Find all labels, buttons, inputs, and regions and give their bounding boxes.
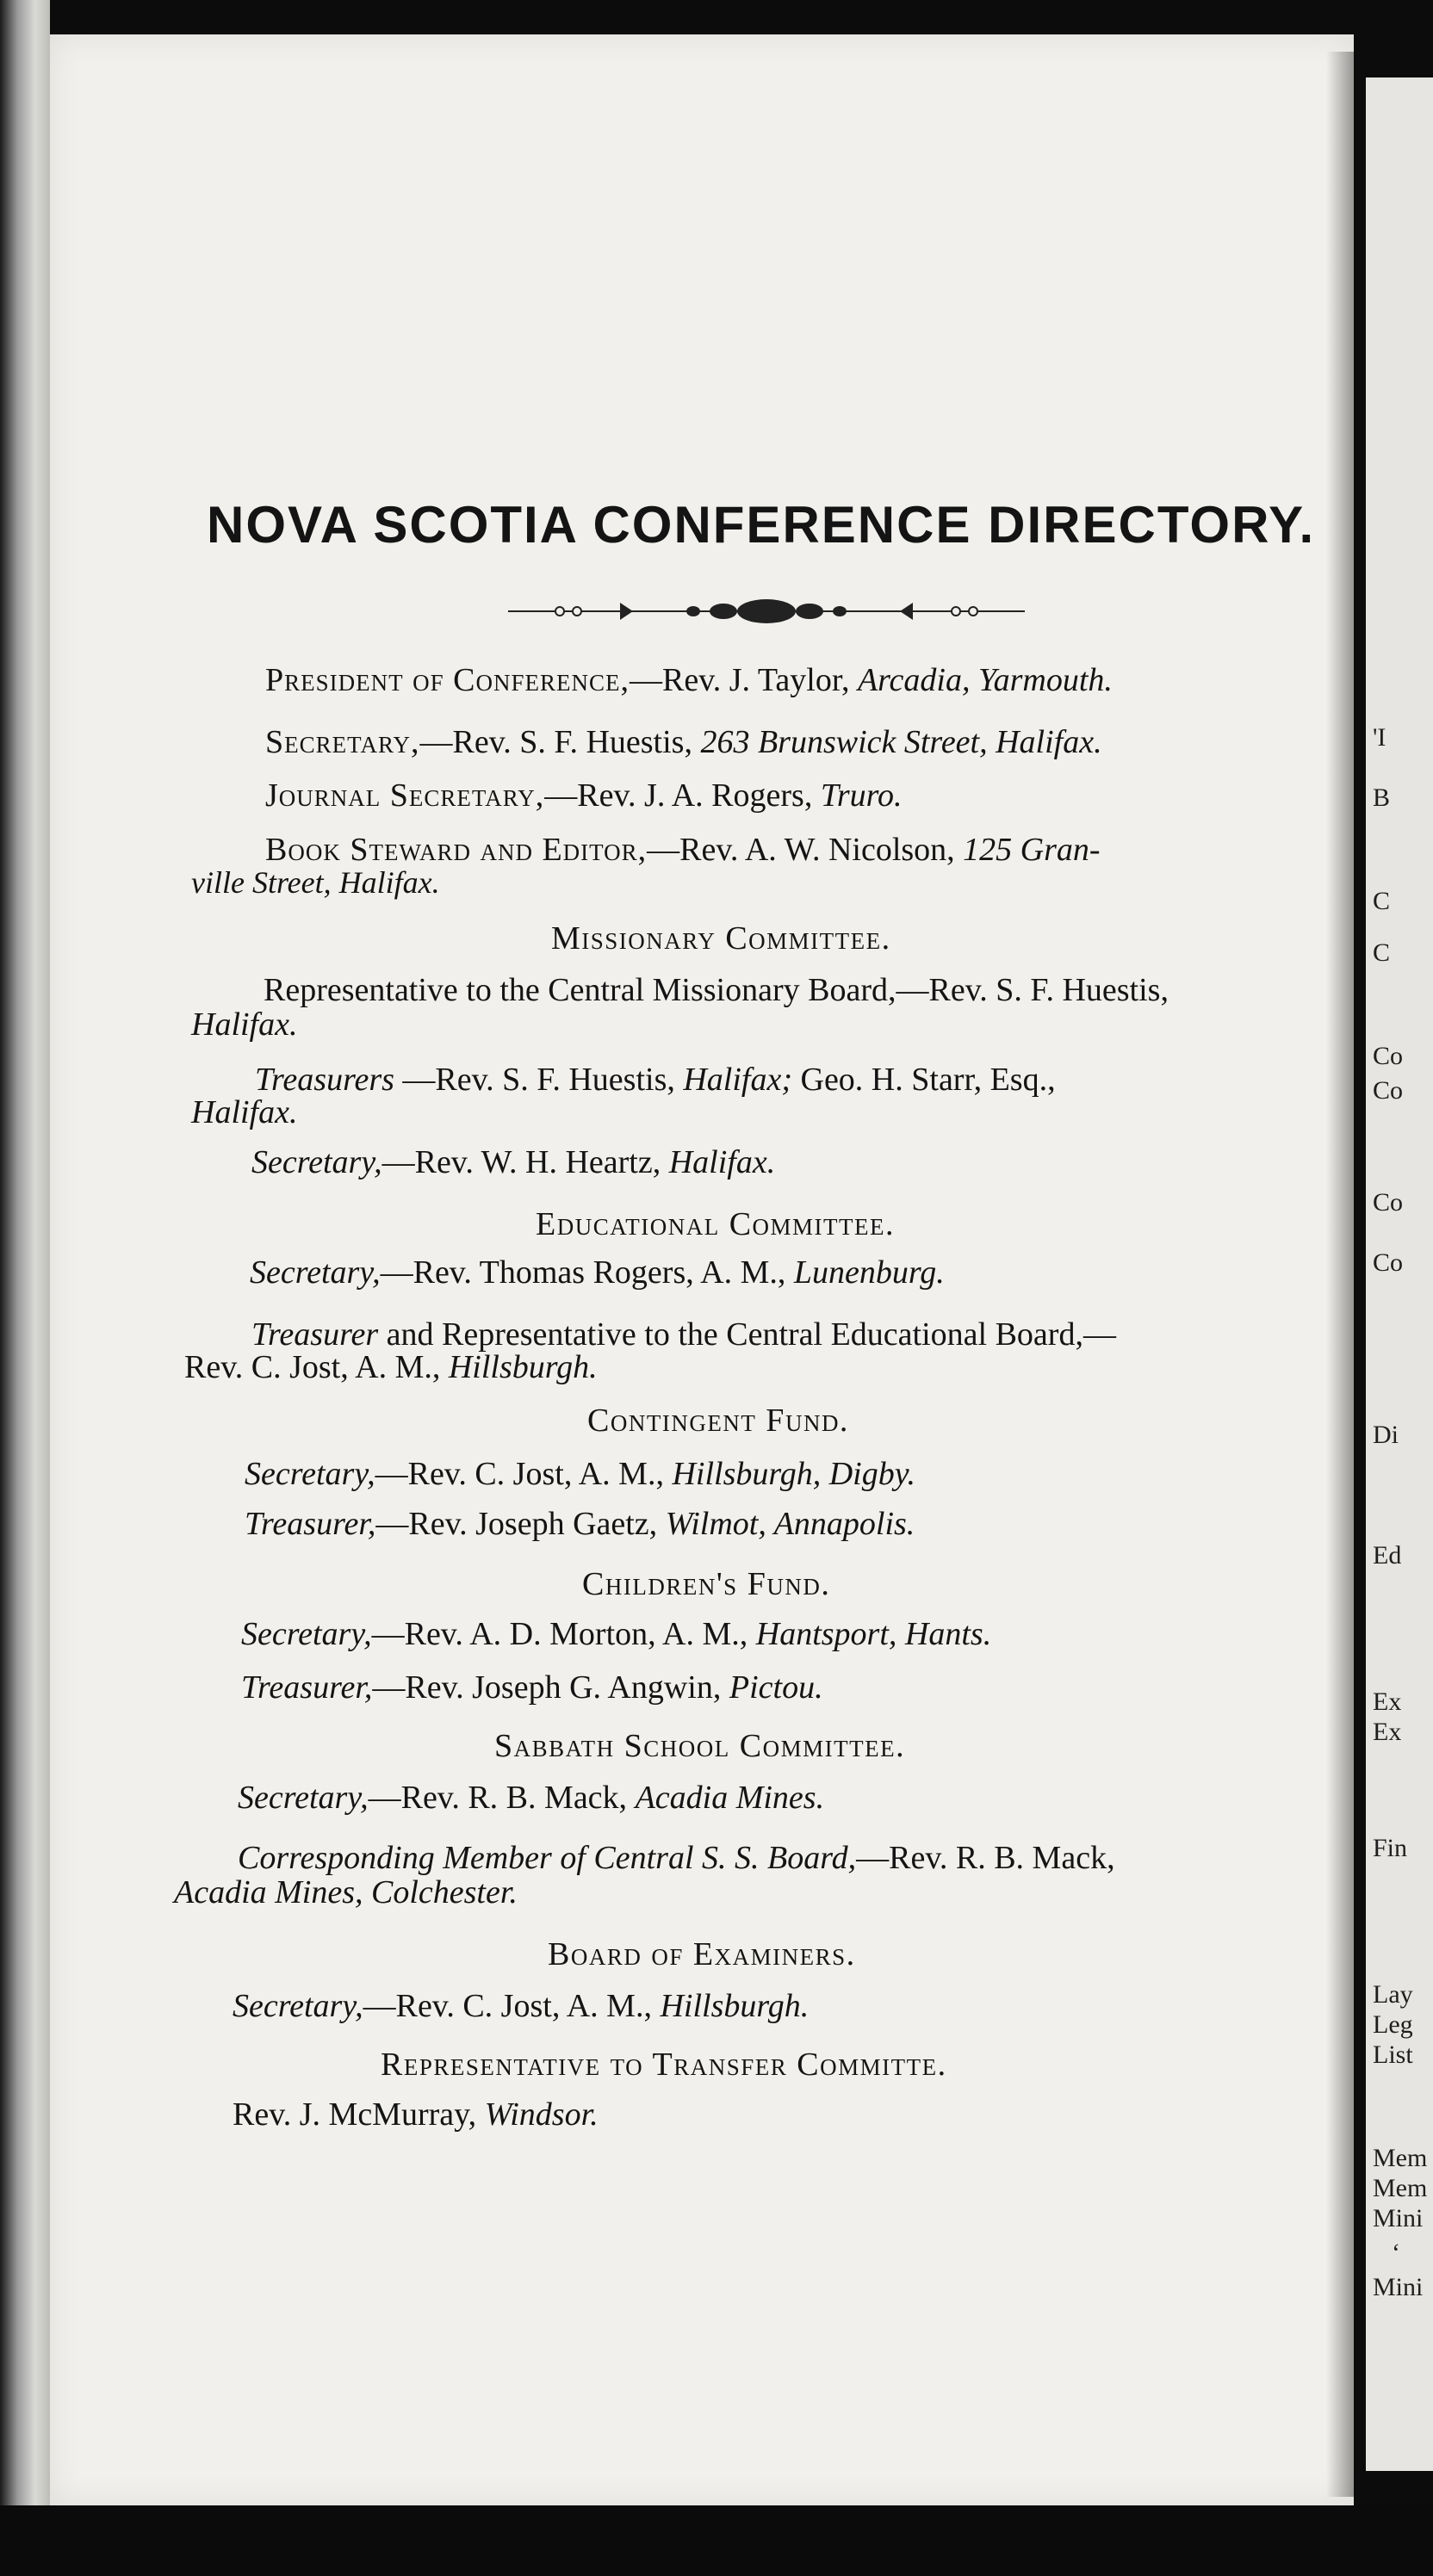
officer-place: Wilmot, Annapolis. [665,1506,915,1542]
sabbath-secretary-line [238,1779,824,1817]
officer-name: —Rev. C. Jost, A. M., [375,1456,673,1492]
officer-name: Geo. H. Starr, Esq., [792,1062,1056,1098]
section-heading-missionary: Missionary Committee. [551,920,891,957]
missionary-treasurers-place: Halifax. [191,1094,298,1130]
officer-place: 125 Gran- [963,832,1101,868]
officer-name: —Rev. J. Taylor, [630,662,858,698]
scan-bottom-edge [0,2505,1433,2576]
officer-name: —Rev. A. D. Morton, A. M., [371,1616,756,1652]
officer-place: Hillsburgh. [448,1349,598,1385]
section-heading-sabbath: Sabbath School Committee. [494,1728,906,1764]
role-label: Secretary, [233,1988,363,2024]
officer-place: Lunenburg. [793,1254,945,1291]
facing-fragment: Co [1373,1188,1404,1217]
facing-fragment: Mem [1373,2174,1428,2202]
officer-name: —Rev. Thomas Rogers, A. M., [380,1254,794,1291]
officer-name: and Representative to the Central Educational Board,— [378,1316,1116,1353]
officer-name: —Rev. S. F. Huestis, [394,1062,684,1098]
officer-place: Acadia Mines. [635,1780,825,1816]
section-heading-transfer: Representative to Transfer Committe. [381,2047,947,2083]
role-label: Secretary, [265,724,420,760]
role-label: Secretary, [251,1144,382,1180]
facing-fragment: ‘ [1392,2239,1400,2267]
facing-fragment: Co [1373,1042,1404,1070]
page-title: NOVA SCOTIA CONFERENCE DIRECTORY. [207,496,1316,554]
role-label: Corresponding Member of Central S. S. Board, [238,1840,857,1876]
officer-name: —Rev. J. A. Rogers, [544,777,821,814]
role-label: Book Steward and Editor, [265,832,648,868]
facing-fragment: Mini [1373,2273,1424,2301]
facing-page-edge [1366,77,1433,2471]
officer-name: —Rev. W. H. Heartz, [382,1144,669,1180]
facing-fragment: Leg [1373,2010,1413,2039]
section-heading-examiners: Board of Examiners. [548,1936,856,1972]
facing-fragment: C [1373,938,1391,967]
sabbath-member-place: Acadia Mines, Colchester. [174,1874,518,1910]
officer-name: —Rev. R. B. Mack, [368,1780,636,1816]
role-label: Treasurer, [245,1506,376,1542]
role-label: Treasurer [251,1316,379,1353]
ornament-divider [508,594,1025,629]
officer-place: Arcadia, Yarmouth. [857,662,1113,698]
role-label: Secretary, [250,1254,381,1291]
officer-place: Halifax. [668,1144,776,1180]
role-label: President of Conference, [265,662,630,698]
officer-name: —Rev. R. B. Mack, [856,1840,1115,1876]
officer-name: Rev. C. Jost, A. M., [184,1349,449,1385]
spine-shadow [1326,52,1354,2497]
facing-fragment: 'I [1373,723,1386,752]
journal-secretary-line [265,777,903,814]
childrens-treasurer-line [241,1669,823,1706]
officer-place: Truro. [820,777,903,814]
officer-place: Hillsburgh, Digby. [672,1456,916,1492]
book-steward-line-cont: ville Street, Halifax. [191,865,440,900]
facing-fragment: Lay [1373,1980,1413,2009]
childrens-secretary-line [241,1615,991,1653]
facing-fragment: List [1373,2040,1413,2069]
facing-fragment: Ex [1373,1718,1402,1746]
officer-name: —Rev. Joseph G. Angwin, [372,1669,729,1706]
contingent-treasurer-line [245,1505,915,1543]
officer-place: 263 Brunswick Street, Halifax. [700,724,1102,760]
section-heading-childrens: Children's Fund. [582,1566,831,1602]
secretary-line [265,723,1102,761]
facing-fragment: B [1373,783,1391,812]
role-label: Secretary, [245,1456,375,1492]
role-label: Journal Secretary, [265,777,545,814]
facing-fragment: Ex [1373,1687,1402,1716]
officer-name: Rev. J. McMurray, [233,2096,485,2133]
sabbath-member-line [238,1839,1115,1877]
role-label: Treasurer, [241,1669,373,1706]
missionary-rep-place: Halifax. [191,1006,298,1043]
role-label: Secretary, [238,1780,369,1816]
officer-name: —Rev. C. Jost, A. M., [363,1988,661,2024]
facing-fragment: Mem [1373,2144,1428,2172]
officer-place: Hantsport, Hants. [755,1616,992,1652]
facing-fragment: Co [1373,1248,1404,1277]
role-label: Secretary, [241,1616,372,1652]
facing-fragment: Fin [1373,1834,1408,1862]
officer-name: —Rev. Joseph Gaetz, [375,1506,666,1542]
transfer-rep-line [233,2096,599,2133]
missionary-treasurers-line [255,1061,1056,1099]
contingent-secretary-line [245,1455,915,1493]
officer-place: Hillsburgh. [660,1988,810,2024]
officer-place: Halifax; [683,1062,792,1098]
educational-secretary-line [250,1254,945,1291]
officer-place: Windsor. [484,2096,599,2133]
section-heading-contingent: Contingent Fund. [587,1403,849,1439]
educational-treasurer-cont [184,1348,598,1386]
book-gutter [0,0,50,2576]
facing-fragment: Di [1373,1421,1399,1449]
officer-place: Pictou. [729,1669,823,1706]
role-label: Treasurers [255,1062,394,1098]
facing-fragment: Co [1373,1076,1404,1105]
examiners-secretary-line [233,1987,809,2025]
facing-fragment: Ed [1373,1541,1402,1570]
officer-name: —Rev. A. W. Nicolson, [647,832,964,868]
facing-fragment: C [1373,887,1391,915]
missionary-rep-line: Representative to the Central Missionary Board,—Rev. S. F. Huestis, [264,972,1169,1008]
officer-name: —Rev. S. F. Huestis, [419,724,701,760]
missionary-secretary-line [251,1143,775,1181]
section-heading-educational: Educational Committee. [536,1206,896,1242]
facing-fragment: Mini [1373,2204,1424,2232]
president-line [265,661,1113,699]
